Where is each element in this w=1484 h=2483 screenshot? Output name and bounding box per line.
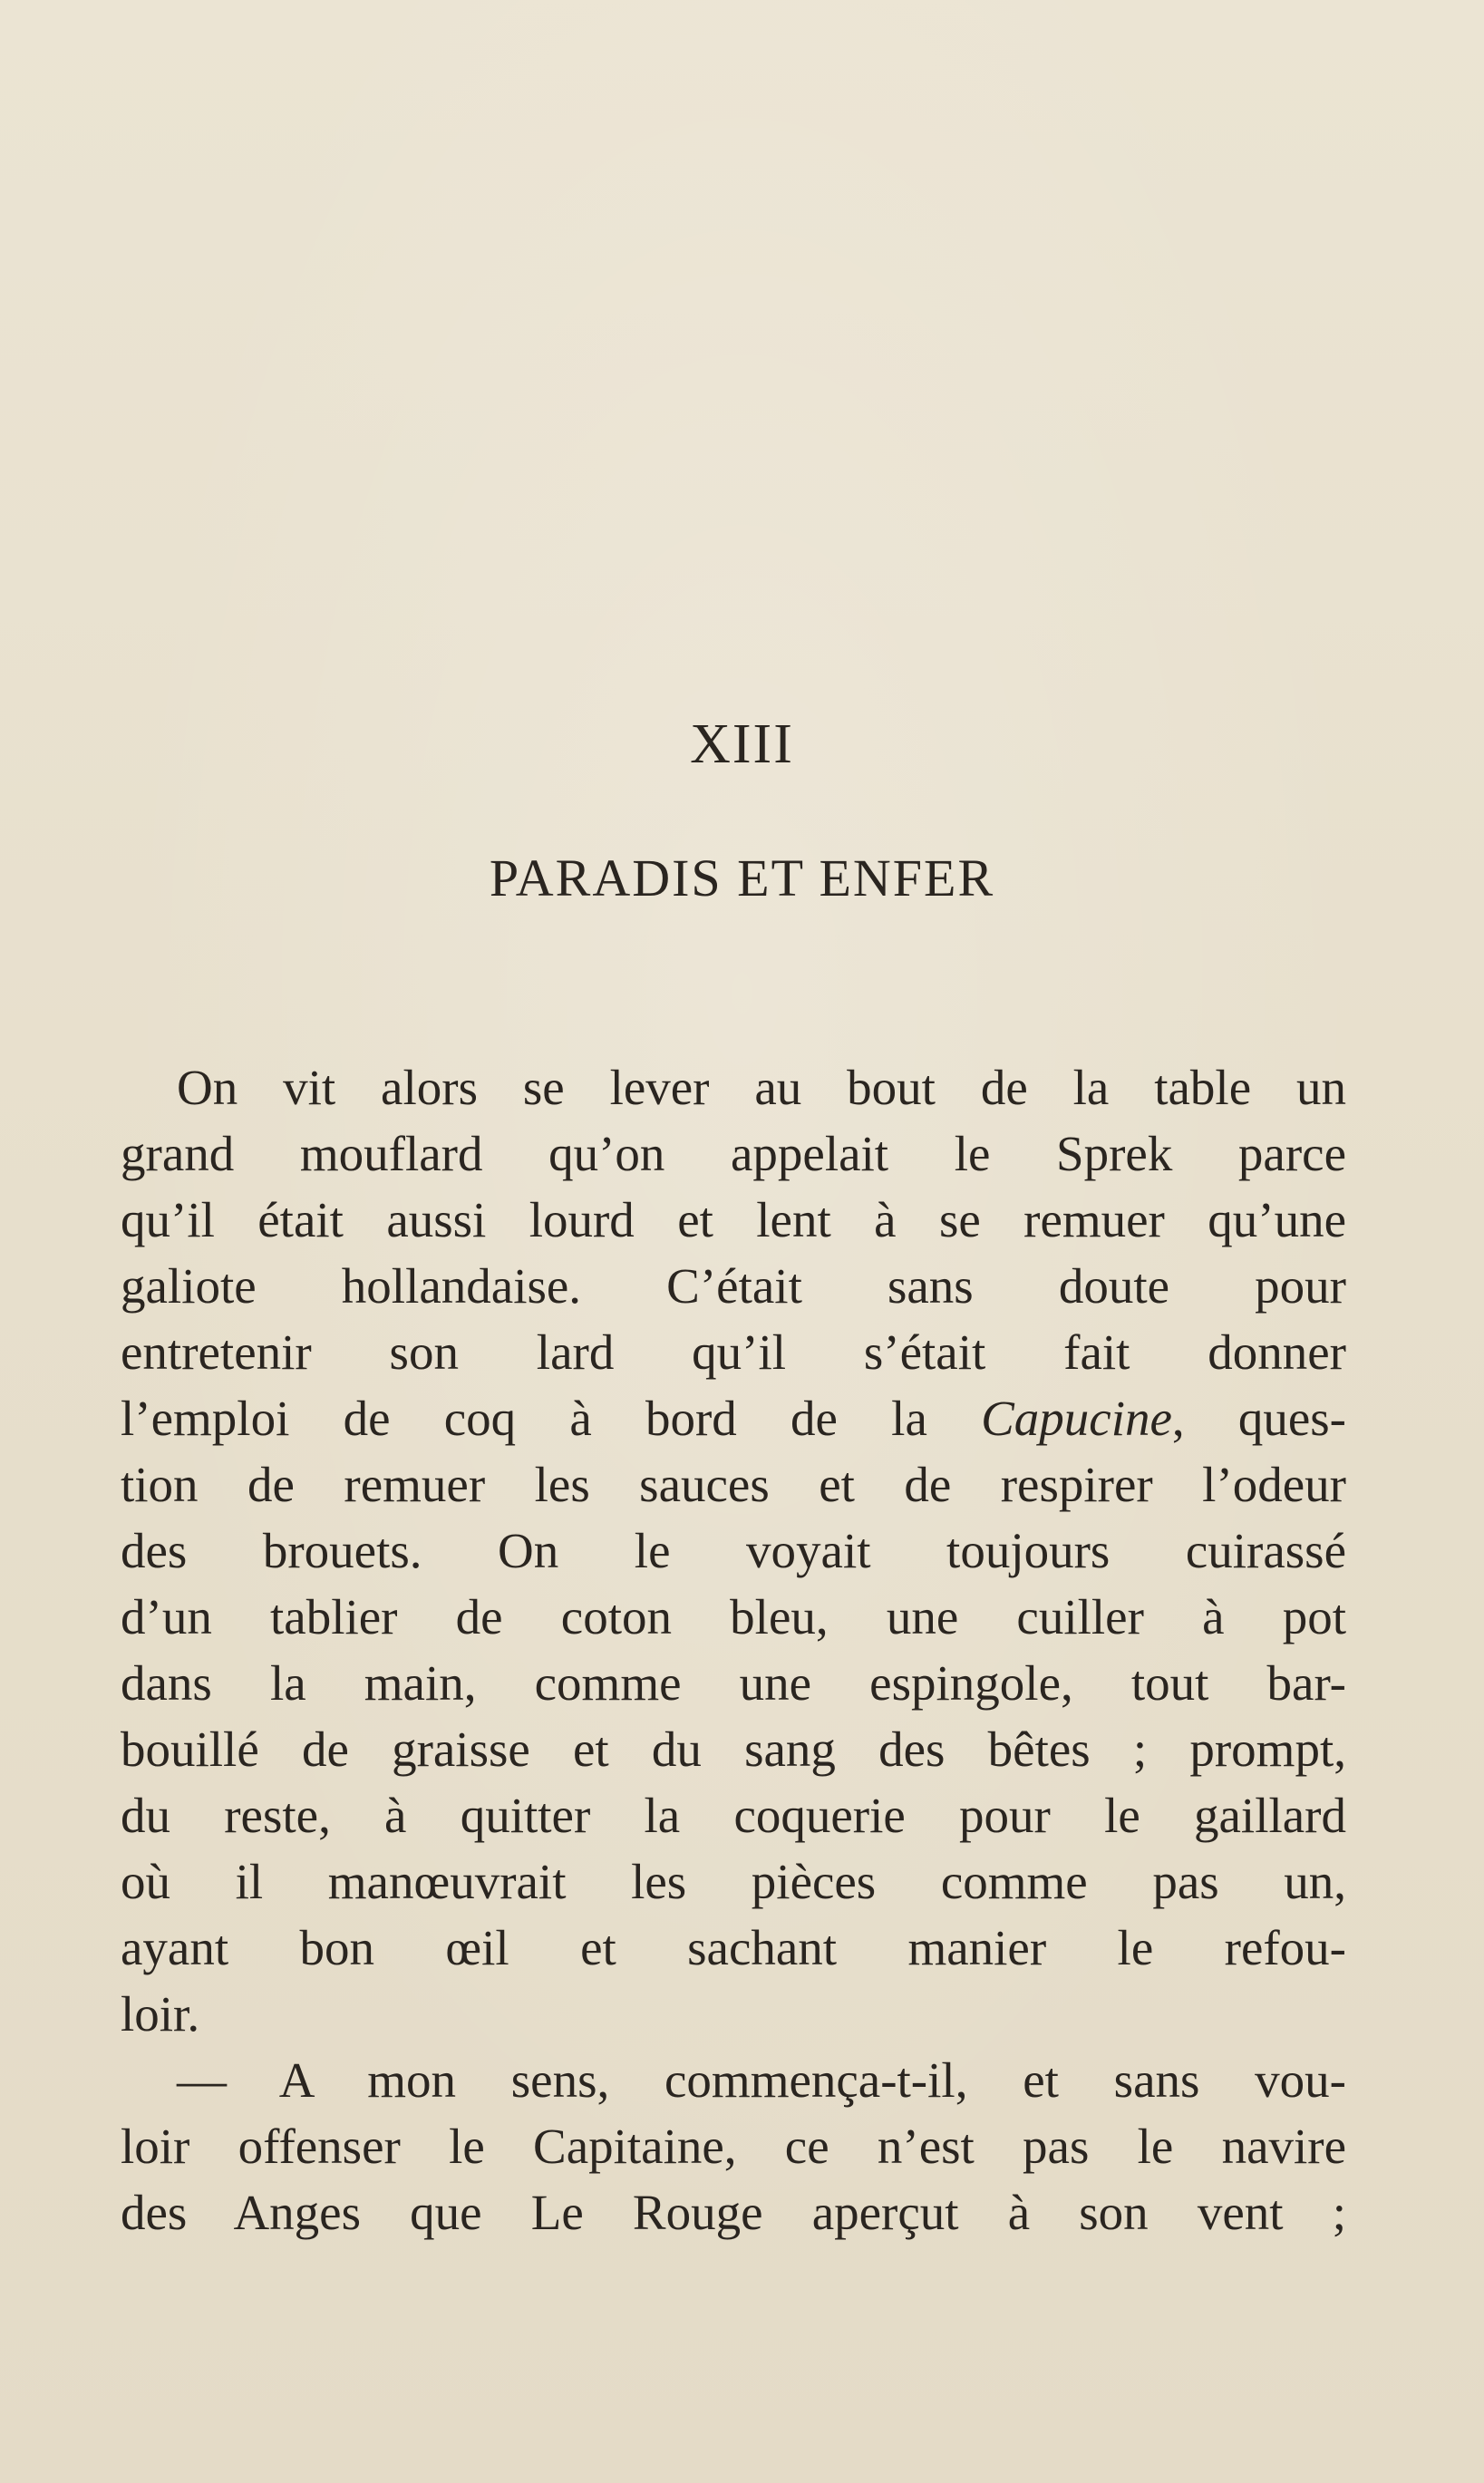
text-line: qu’il était aussi lourd et lent à se remuer qu’une (121, 1192, 1346, 1247)
text-line: loir offenser le Capitaine, ce n’est pas le navire (121, 2119, 1346, 2174)
text-line: du reste, à quitter la coquerie pour le gaillard (121, 1788, 1346, 1843)
text-line: loir. (121, 1986, 200, 2042)
chapter-number: XIII (690, 713, 794, 775)
text-line: d’un tablier de coton bleu, une cuiller à pot (121, 1589, 1346, 1644)
chapter-title: PARADIS ET ENFER (489, 849, 995, 907)
text-line: — A mon sens, commença-t-il, et sans vou- (177, 2052, 1346, 2108)
text-line-with-ship-name (121, 1385, 1346, 1451)
ship-name: Capucine (981, 1391, 1172, 1446)
text-line: ayant bon œil et sachant manier le refou- (121, 1920, 1346, 1975)
text-line: On vit alors se lever au bout de la table un (177, 1060, 1346, 1115)
text-line: des Anges que Le Rouge aperçut à son vent ; (121, 2185, 1346, 2240)
text-line: dans la main, comme une espingole, tout bar- (121, 1655, 1346, 1711)
text-line: grand mouflard qu’on appelait le Sprek parce (121, 1126, 1346, 1181)
text-line-part: , ques- (1171, 1391, 1346, 1446)
text-line: où il manœuvrait les pièces comme pas un, (121, 1854, 1346, 1909)
text-line: tion de remuer les sauces et de respirer l’odeur (121, 1457, 1346, 1512)
text-line: bouillé de graisse et du sang des bêtes ; prompt, (121, 1722, 1346, 1777)
body-text (121, 1054, 1346, 2245)
text-line: des brouets. On le voyait toujours cuirassé (121, 1523, 1346, 1578)
text-line-part: l’emploi de coq à bord de la (121, 1391, 927, 1446)
text-line: entretenir son lard qu’il s’était fait donner (121, 1324, 1346, 1380)
text-line: galiote hollandaise. C’était sans doute pour (121, 1258, 1346, 1314)
